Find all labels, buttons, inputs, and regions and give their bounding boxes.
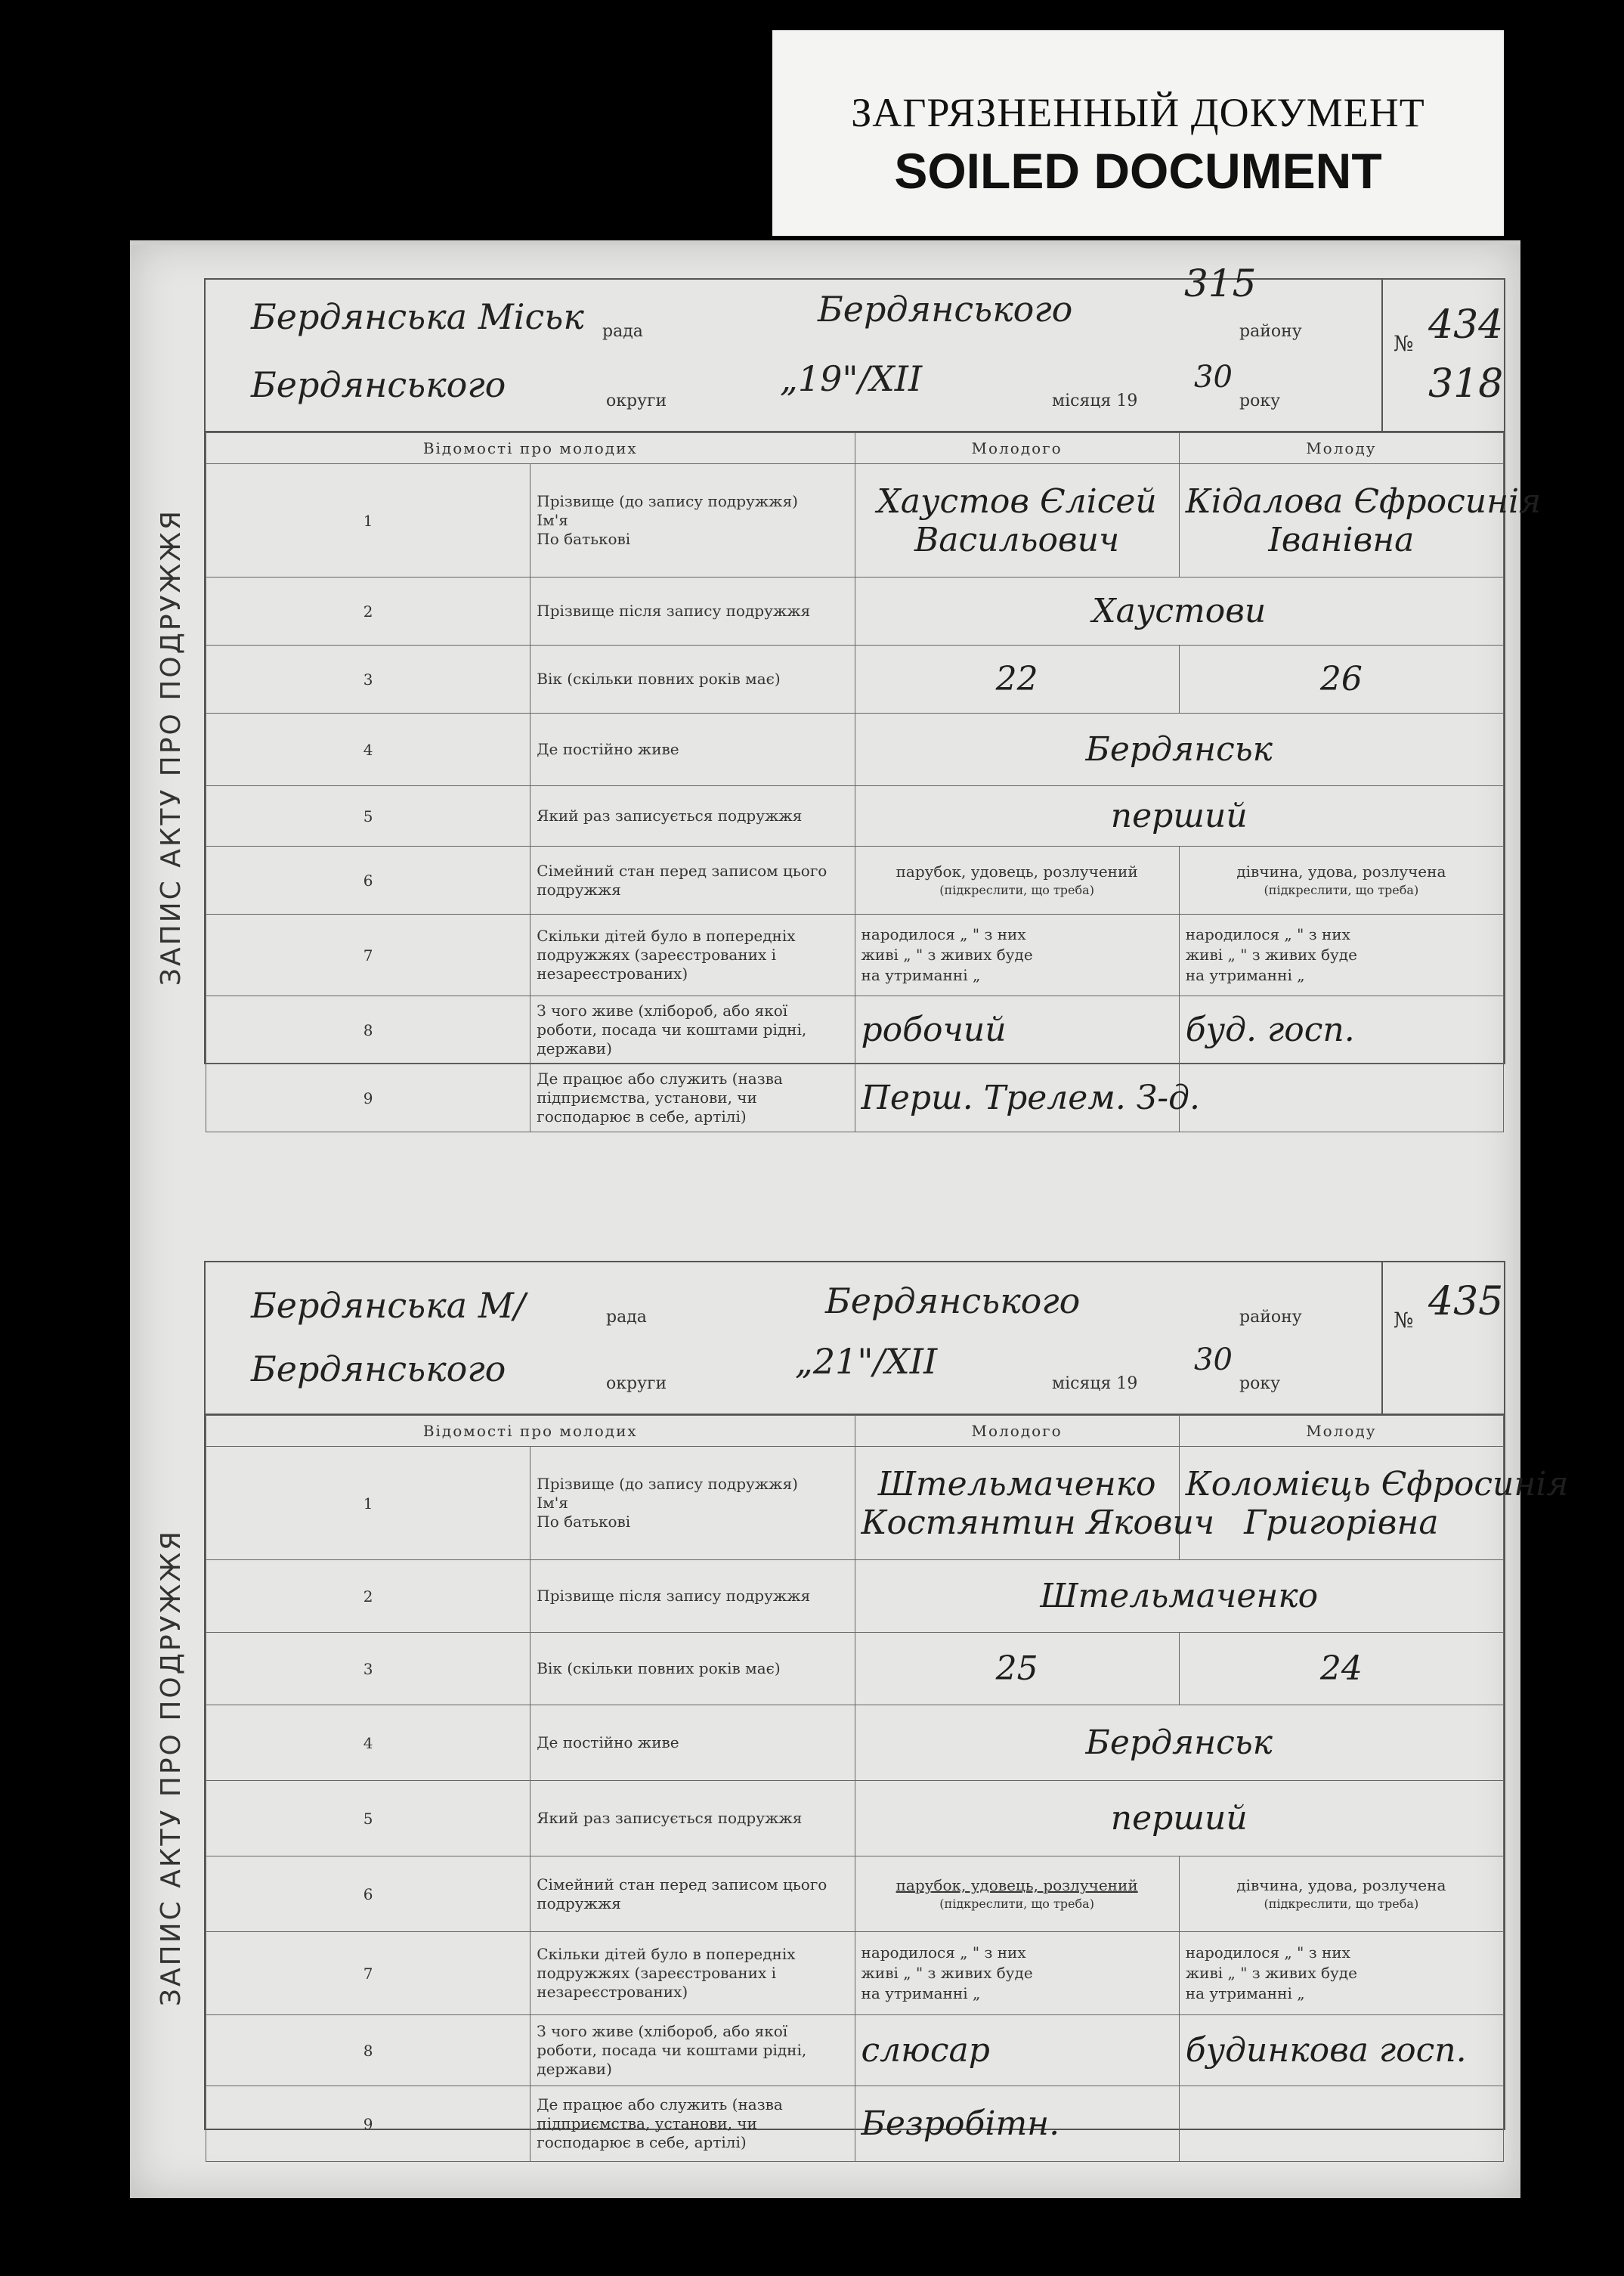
record-number-box bbox=[1381, 1262, 1504, 1414]
row-label-age: Вік (скільки повних років має) bbox=[531, 1633, 855, 1705]
year-label: року bbox=[1239, 1374, 1281, 1393]
year-value: 30 bbox=[1194, 1342, 1233, 1377]
table-row: 4 Де постійно живе Бердянськ bbox=[206, 714, 1504, 786]
table-row: 3 Вік (скільки повних років має) 22 26 bbox=[206, 646, 1504, 714]
table-row: 9 Де працює або служить (назва підприємства, установи, чи господарює в себе, артілі) Безробітн. bbox=[206, 2086, 1504, 2162]
number-sign: № bbox=[1394, 1308, 1414, 1333]
bride-name-cell bbox=[1179, 464, 1542, 578]
row-label-times: Який раз записується подружжя bbox=[531, 1781, 855, 1856]
col-head-info: Відомості про молодих bbox=[206, 1416, 855, 1447]
col-head-groom: Молодого bbox=[855, 1416, 1179, 1447]
row-label-times: Який раз записується подружжя bbox=[531, 786, 855, 847]
record-2-table bbox=[206, 1415, 1569, 2162]
record-number-top: 315 bbox=[1184, 262, 1257, 305]
row-label-residence: Де постійно живе bbox=[531, 1705, 855, 1781]
table-row: 2 Прізвище після запису подружжя Хаустови bbox=[206, 578, 1504, 646]
okruhy-value: Бердянського bbox=[251, 1349, 506, 1389]
row-label-children: Скільки дітей було в попередніх подружжях (зареєстрованих і незареєстрованих) bbox=[531, 915, 855, 996]
times-married: перший bbox=[1110, 797, 1248, 835]
side-label-text: ЗАПИС АКТУ ПРО ПОДРУЖЖЯ bbox=[156, 1528, 187, 2006]
groom-name: Штельмаченко bbox=[877, 1464, 1156, 1503]
rada-label: рада bbox=[602, 322, 643, 341]
date-value: „21"/XII bbox=[795, 1341, 938, 1382]
bride-occupation: буд. госп. bbox=[1185, 1011, 1355, 1049]
raion-value: Бердянського bbox=[825, 1280, 1081, 1321]
okruhy-label: округи bbox=[606, 392, 667, 410]
row-label-occupation: З чого живе (хлібороб, або якої роботи, посада чи коштами рідні, держави) bbox=[531, 2015, 855, 2086]
surname-after: Хаустови bbox=[1092, 592, 1267, 630]
register-page bbox=[130, 240, 1569, 2198]
groom-name-cell bbox=[855, 464, 1179, 578]
year-value: 30 bbox=[1194, 360, 1233, 395]
table-row: 1 Прізвище (до запису подружжя) Ім'я По батькові Штельмаченко Костянтин Якович Коломієць Єфросинія Григорівна bbox=[206, 1447, 1504, 1560]
row-label-surname-after: Прізвище після запису подружжя bbox=[531, 1560, 855, 1633]
bride-children-supported: на утриманні „ bbox=[1185, 1984, 1305, 2002]
record-1-frame bbox=[204, 262, 1542, 1126]
groom-name: Хаустов Єлісей bbox=[877, 482, 1157, 521]
rada-value: Бердянська Міськ bbox=[251, 296, 584, 337]
record-number: 435 bbox=[1428, 1279, 1504, 1324]
side-label bbox=[138, 1404, 206, 2130]
bride-children-born: народилося „ " з них bbox=[1185, 925, 1350, 943]
groom-children-born: народилося „ " з них bbox=[861, 925, 1026, 943]
groom-occupation: робочий bbox=[861, 1011, 1007, 1049]
table-header-row bbox=[206, 1416, 1504, 1447]
row-label-names: Прізвище (до запису подружжя) Ім'я По батькові bbox=[531, 464, 855, 578]
row-label-status: Сімейний стан перед записом цього подружжя bbox=[531, 1856, 855, 1932]
row-label-status: Сімейний стан перед записом цього подружжя bbox=[531, 847, 855, 915]
groom-children-supported: на утриманні „ bbox=[861, 1984, 981, 2002]
groom-children-born: народилося „ " з них bbox=[861, 1943, 1026, 1962]
marriage-record-2 bbox=[138, 1261, 1569, 2151]
bride-children-living: живі „ " з живих буде bbox=[1185, 1964, 1357, 1982]
record-1-table bbox=[206, 432, 1542, 1132]
table-row: 8 З чого живе (хлібороб, або якої роботи, посада чи коштами рідні, держави) робочий буд. госп. bbox=[206, 996, 1504, 1064]
year-label: року bbox=[1239, 392, 1281, 410]
raion-label: району bbox=[1239, 322, 1302, 341]
bride-status-note: (підкреслити, що треба) bbox=[1264, 1897, 1419, 1912]
bride-children-born: народилося „ " з них bbox=[1185, 1943, 1350, 1962]
row-label-workplace: Де працює або служить (назва підприємства, установи, чи господарює в себе, артілі) bbox=[531, 2086, 855, 2162]
col-head-info: Відомості про молодих bbox=[206, 433, 855, 464]
okruhy-value: Бердянського bbox=[251, 364, 506, 405]
table-row: 2 Прізвище після запису подружжя Штельмаченко bbox=[206, 1560, 1504, 1633]
groom-workplace: Безробітн. bbox=[861, 2104, 1060, 2143]
groom-age: 22 bbox=[995, 660, 1038, 698]
bride-occupation: будинкова госп. bbox=[1185, 2031, 1467, 2070]
raion-label: району bbox=[1239, 1308, 1302, 1327]
soiled-document-sticker bbox=[772, 30, 1504, 236]
record-number-box bbox=[1381, 280, 1504, 431]
table-row: 9 Де працює або служить (назва підприємства, установи, чи господарює в себе, артілі) Перш. Трелем. З-д. bbox=[206, 1064, 1504, 1132]
table-row: 5 Який раз записується подружжя перший bbox=[206, 786, 1504, 847]
row-label-age: Вік (скільки повних років має) bbox=[531, 646, 855, 714]
record-1-header bbox=[206, 262, 1504, 432]
table-header-row bbox=[206, 433, 1504, 464]
groom-status-note: (підкреслити, що треба) bbox=[939, 1897, 1094, 1912]
record-number: 434 bbox=[1428, 302, 1504, 348]
col-head-bride: Молоду bbox=[1179, 1416, 1503, 1447]
okruhy-label: округи bbox=[606, 1374, 667, 1393]
bride-children-living: живі „ " з живих буде bbox=[1185, 946, 1357, 964]
month-label: місяця 19 bbox=[1052, 392, 1138, 410]
table-row: 5 Який раз записується подружжя перший bbox=[206, 1781, 1504, 1856]
col-head-bride: Молоду bbox=[1179, 433, 1503, 464]
groom-status-options: парубок, удовець, розлучений bbox=[896, 1876, 1138, 1895]
table-row: 6 Сімейний стан перед записом цього подружжя парубок, удовець, розлучений (підкреслити, що треба) дівчина, удова, розлучена (підкреслити, що треба) bbox=[206, 847, 1504, 915]
bride-name-cell bbox=[1179, 1447, 1569, 1560]
page-edge bbox=[130, 240, 1520, 245]
residence: Бердянськ bbox=[1085, 1723, 1273, 1762]
table-row: 6 Сімейний стан перед записом цього подружжя парубок, удовець, розлучений (підкреслити, що треба) дівчина, удова, розлучена (підкреслити, що треба) bbox=[206, 1856, 1504, 1932]
row-label-names: Прізвище (до запису подружжя) Ім'я По батькові bbox=[531, 1447, 855, 1560]
groom-workplace: Перш. Трелем. З-д. bbox=[861, 1079, 1200, 1117]
rada-label: рада bbox=[606, 1308, 647, 1327]
groom-name-cell bbox=[855, 1447, 1215, 1560]
bride-patronymic: Григорівна bbox=[1244, 1503, 1439, 1542]
groom-status-note: (підкреслити, що треба) bbox=[939, 883, 1094, 898]
table-row: 1 Прізвище (до запису подружжя) Ім'я По батькові Хаустов Єлісей Васильович Кідалова Єфросинія Іванівна bbox=[206, 464, 1504, 578]
table-row: 7 Скільки дітей було в попередніх подружжях (зареєстрованих і незареєстрованих) народилося „ " з них живі „ " з живих буде на утриманні „ народилося „ " з них живі „ " з живих буде на утриманні „ bbox=[206, 915, 1504, 996]
times-married: перший bbox=[1110, 1799, 1248, 1838]
date-value: „19"/XII bbox=[780, 358, 923, 399]
table-row: 3 Вік (скільки повних років має) 25 24 bbox=[206, 1633, 1504, 1705]
groom-age: 25 bbox=[995, 1649, 1038, 1688]
record-number-2: 318 bbox=[1428, 361, 1504, 407]
rada-value: Бердянська М/ bbox=[251, 1285, 526, 1326]
groom-children-living: живі „ " з живих буде bbox=[861, 1964, 1033, 1982]
record-2-header bbox=[206, 1262, 1504, 1415]
sticker-en-text: SOILED DOCUMENT bbox=[894, 143, 1382, 199]
bride-status-note: (підкреслити, що треба) bbox=[1264, 883, 1419, 898]
row-label-workplace: Де працює або служить (назва підприємства, установи, чи господарює в себе, артілі) bbox=[531, 1064, 855, 1132]
bride-children-supported: на утриманні „ bbox=[1185, 966, 1305, 984]
groom-status-options: парубок, удовець, розлучений bbox=[896, 862, 1138, 881]
bride-patronymic: Іванівна bbox=[1268, 520, 1415, 559]
residence: Бердянськ bbox=[1085, 730, 1273, 769]
raion-value: Бердянського bbox=[818, 289, 1073, 330]
groom-occupation: слюсар bbox=[861, 2031, 990, 2070]
bride-name: Коломієць Єфросинія bbox=[1185, 1464, 1569, 1503]
bride-age: 26 bbox=[1319, 660, 1363, 698]
sticker-ru-text: ЗАГРЯЗНЕННЫЙ ДОКУМЕНТ bbox=[851, 90, 1425, 135]
number-sign: № bbox=[1394, 331, 1414, 356]
row-label-surname-after: Прізвище після запису подружжя bbox=[531, 578, 855, 646]
col-head-groom: Молодого bbox=[855, 433, 1179, 464]
groom-children-supported: на утриманні „ bbox=[861, 966, 981, 984]
row-label-children: Скільки дітей було в попередніх подружжях (зареєстрованих і незареєстрованих) bbox=[531, 1932, 855, 2015]
groom-patronymic: Васильович bbox=[914, 520, 1120, 559]
side-label bbox=[138, 429, 206, 1064]
side-label-text: ЗАПИС АКТУ ПРО ПОДРУЖЖЯ bbox=[156, 508, 187, 986]
row-label-occupation: З чого живе (хлібороб, або якої роботи, посада чи коштами рідні, держави) bbox=[531, 996, 855, 1064]
bride-status-options: дівчина, удова, розлучена bbox=[1236, 1876, 1446, 1895]
groom-patronymic: Костянтин Якович bbox=[861, 1503, 1215, 1542]
month-label: місяця 19 bbox=[1052, 1374, 1138, 1393]
record-2-frame bbox=[204, 1261, 1569, 2151]
bride-name: Кідалова Єфросинія bbox=[1185, 482, 1542, 521]
table-row: 4 Де постійно живе Бердянськ bbox=[206, 1705, 1504, 1781]
surname-after: Штельмаченко bbox=[1040, 1577, 1319, 1615]
marriage-record-1 bbox=[138, 262, 1542, 1126]
row-label-residence: Де постійно живе bbox=[531, 714, 855, 786]
table-row: 7 Скільки дітей було в попередніх подружжях (зареєстрованих і незареєстрованих) народилося „ " з них живі „ " з живих буде на утриманні „ народилося „ " з них живі „ " з живих буде на утриманні „ bbox=[206, 1932, 1504, 2015]
bride-status-options: дівчина, удова, розлучена bbox=[1236, 862, 1446, 881]
table-row: 8 З чого живе (хлібороб, або якої роботи, посада чи коштами рідні, держави) слюсар будинкова госп. bbox=[206, 2015, 1504, 2086]
bride-age: 24 bbox=[1319, 1649, 1363, 1688]
groom-children-living: живі „ " з живих буде bbox=[861, 946, 1033, 964]
